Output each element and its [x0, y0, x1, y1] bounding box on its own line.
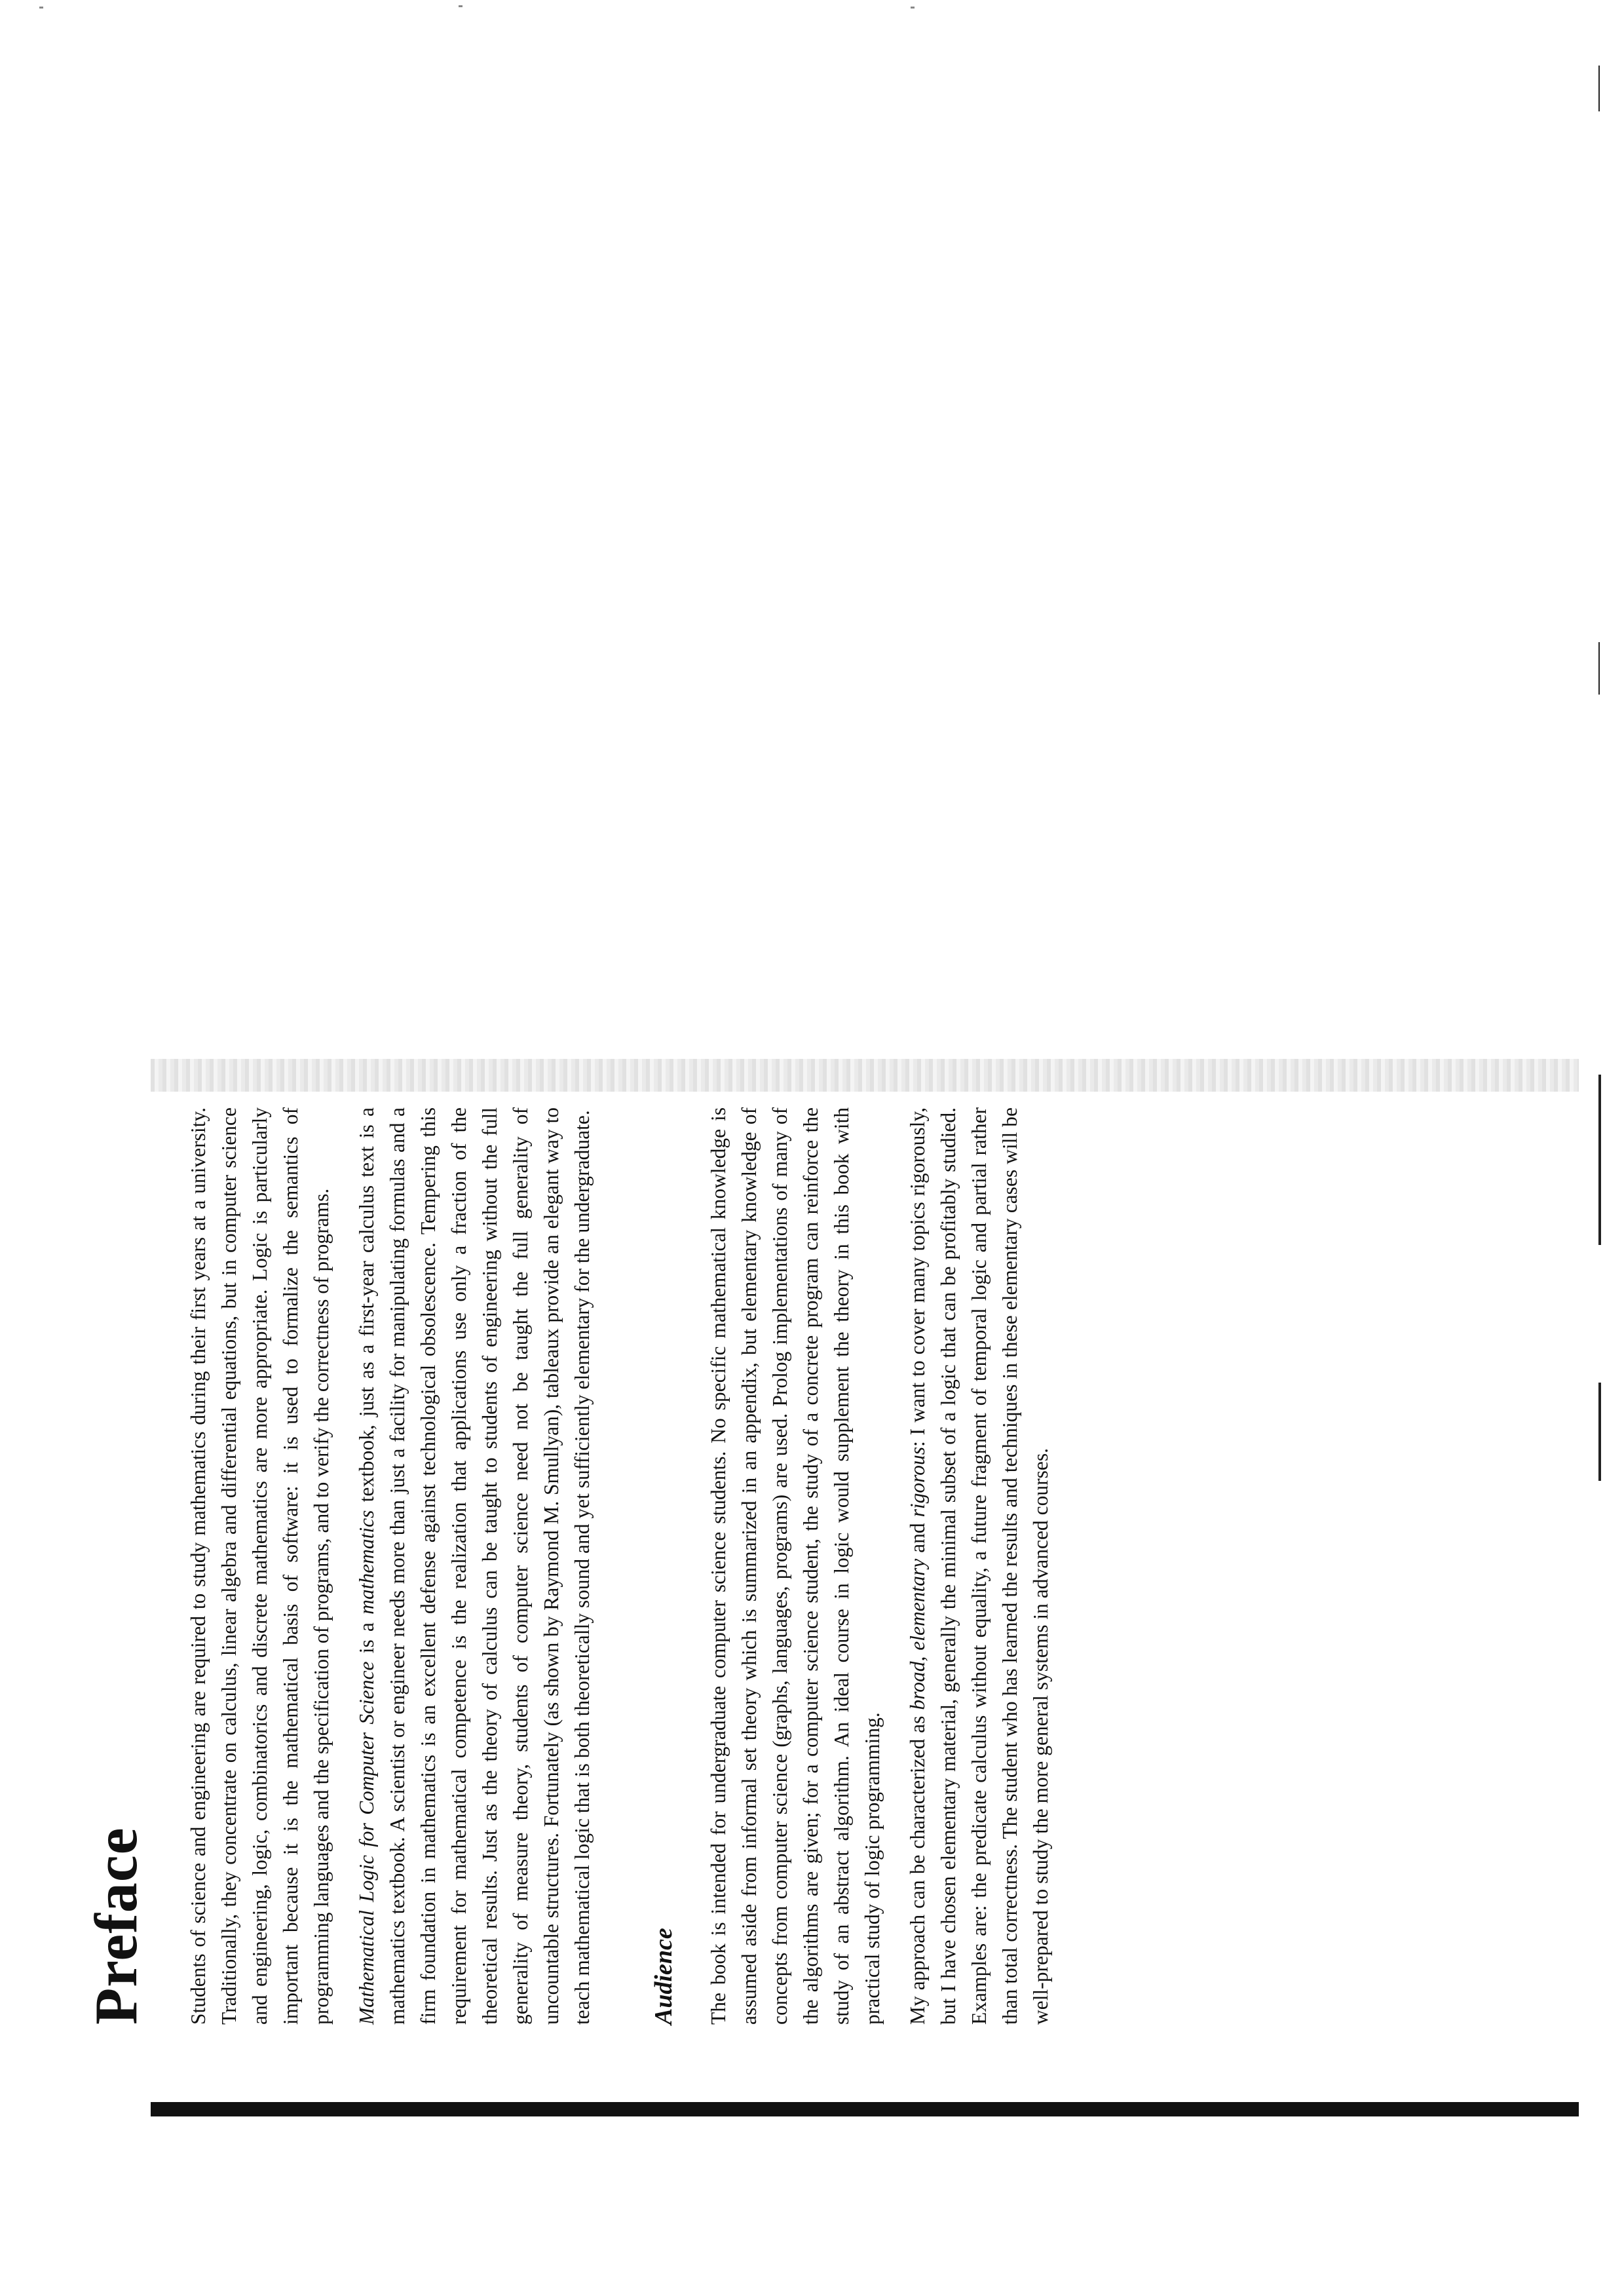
text-run: My approach can be characterized as	[906, 1710, 929, 2025]
italic-text: broad, elementary	[906, 1558, 929, 1710]
rotated-page	[6, 885, 1624, 2077]
audience-paragraphs	[703, 1107, 1056, 2025]
paragraph-p2	[351, 1107, 597, 2025]
text-run: and	[906, 1517, 929, 1559]
edge-mark	[1598, 66, 1600, 111]
scan-speck	[911, 7, 915, 9]
preface-paragraphs	[183, 1107, 597, 2025]
italic-text: rigorous	[906, 1447, 929, 1518]
text-run: is a	[355, 1614, 378, 1662]
heavy-rule	[151, 2102, 1579, 2116]
paragraph-p1	[183, 1107, 337, 2025]
edge-mark	[1598, 642, 1600, 695]
section-heading-audience: Audience	[650, 1928, 677, 2025]
body-text	[183, 1107, 1070, 2025]
italic-text: mathematics	[355, 1510, 378, 1615]
scan-speck	[39, 7, 43, 9]
text-run: textbook, just as a first-year calculus text is a mathematics textbook. A scientist or engineer needs more than just a facility for manipulating formulas and a firm foundation in mathematics is an excellent defense against technological obsolescence. Tempering this requirement for mathematical competence is the realization that applications use only a fraction of the theoretical results. Just as the theory of calculus can be taught to students of engineering without the full generality of measure theory, students of computer science need not be taught the full generality of uncountable structures. Fortunately (as shown by Raymond M. Smullyan), tableaux provide an elegant way to teach mathematical logic that is both theoretically sound and yet sufficiently elementary for the undergraduate.	[355, 1107, 594, 2025]
page-title: Preface	[83, 1827, 149, 2025]
paragraph-p3	[703, 1107, 888, 2025]
paragraph-p4	[902, 1107, 1056, 2025]
text-run: : I want to cover many topics rigorously, but I have chosen elementary material, generally the minimal subset of a logic that can be profitably studied. Examples are: the predicate calculus without equality, a future fragment of temporal logic and partial rather than total correctness. The student who has learned the results and techniques in these elementary cases will be well-prepared to study the more general systems in advanced courses.	[906, 1107, 1052, 2025]
text-run: The book is intended for undergraduate computer science students. No specific mathematical knowledge is assumed aside from informal set theory which is summarized in an appendix, but elementary knowledge of concepts from computer science (graphs, languages, programs) are used. Prolog implementations of many of the algorithms are given; for a computer science student, the study of a concrete program can reinforce the study of an abstract algorithm. An ideal course in logic would supplement the theory in this book with practical study of logic programming.	[707, 1107, 884, 2025]
italic-text: Mathematical Logic for Computer Science	[355, 1661, 378, 2025]
text-run: Students of science and engineering are required to study mathematics during their first years at a university. Traditionally, they concentrate on calculus, linear algebra and differential equations, but in computer science and engineering, logic, combinatorics and discrete mathematics are more appropriate. Logic is particularly important because it is the mathematical basis of software: it is used to formalize the semantics of programming languages and the specification of programs, and to verify the correctness of programs.	[187, 1107, 333, 2025]
scan-speck	[459, 5, 463, 7]
